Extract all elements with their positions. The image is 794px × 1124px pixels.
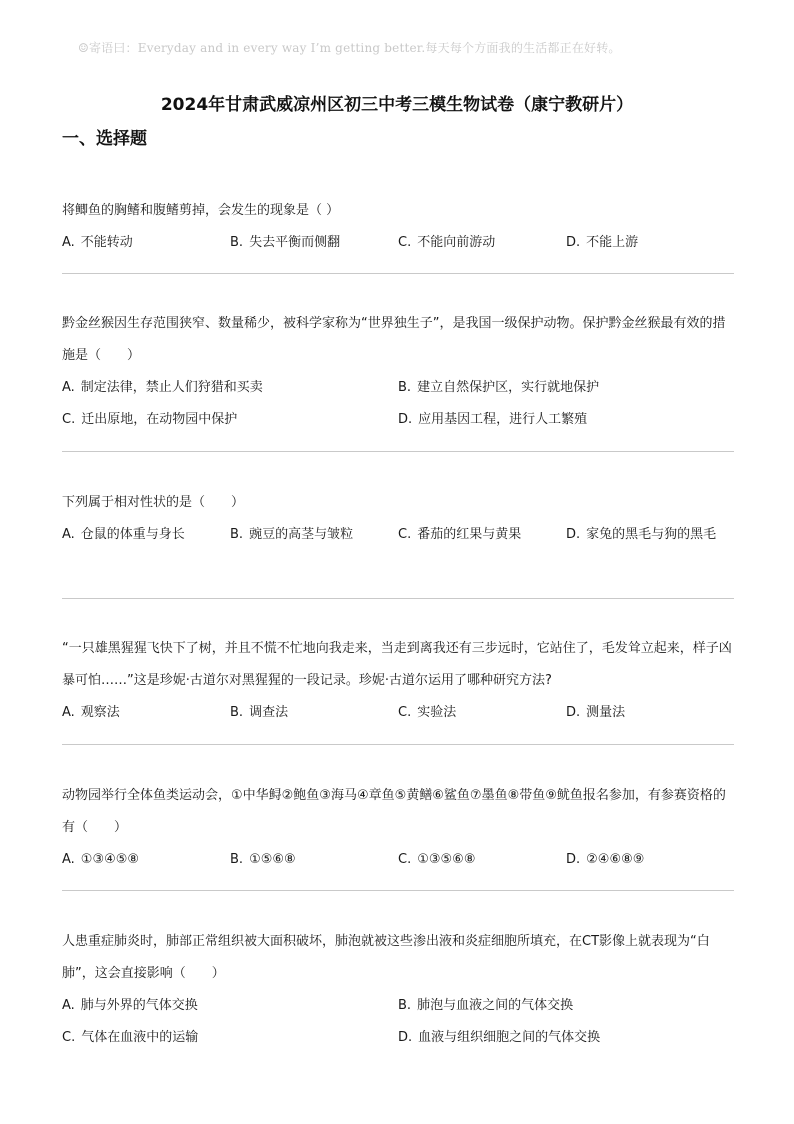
option-label: A. [62,705,75,720]
option-a[interactable] [62,990,398,1022]
option-label: D. [566,235,581,250]
option-text: 肺与外界的气体交换 [80,998,198,1013]
option-label: B. [230,705,244,720]
question-divider [62,273,734,274]
option-text: 不能转动 [80,235,133,250]
option-label: A. [62,998,75,1013]
option-list [62,372,734,436]
option-b[interactable] [230,519,398,551]
option-label: C. [398,527,412,542]
option-text: 不能向前游动 [417,235,496,250]
question-divider [62,598,734,599]
option-b[interactable] [230,844,398,876]
option-label: D. [398,412,413,427]
question-3 [62,487,734,551]
question-stem: 黔金丝猴因生存范围狭窄、数量稀少，被科学家称为“世界独生子”，是我国一级保护动物。保护黔金丝猴最有效的措施是（ ） [62,316,726,363]
option-list [62,227,734,259]
option-label: B. [230,235,244,250]
option-text: 应用基因工程，进行人工繁殖 [418,412,588,427]
option-a[interactable] [62,372,398,404]
option-text: 肺泡与血液之间的气体交换 [417,998,574,1013]
option-text: 失去平衡而侧翻 [249,235,341,250]
option-b[interactable] [398,990,734,1022]
option-c[interactable] [62,404,398,436]
question-divider [62,744,734,745]
option-label: D. [566,852,581,867]
option-text: 观察法 [80,705,120,720]
option-label: A. [62,380,75,395]
option-text: 家兔的黑毛与狗的黑毛 [586,527,717,542]
option-b[interactable] [230,697,398,729]
option-text: 仓鼠的体重与身长 [80,527,185,542]
question-stem: 下列属于相对性状的是（ ） [62,495,245,510]
option-text: 血液与组织细胞之间的气体交换 [418,1030,601,1045]
question-1 [62,195,734,259]
option-label: D. [566,527,581,542]
option-label: A. [62,235,75,250]
option-text: 调查法 [249,705,289,720]
option-label: C. [398,852,412,867]
option-text: ①③⑤⑥⑧ [417,852,476,867]
option-a[interactable] [62,227,230,259]
option-label: C. [62,1030,76,1045]
option-text: ①⑤⑥⑧ [249,852,296,867]
option-text: 气体在血液中的运输 [81,1030,199,1045]
question-5 [62,780,734,876]
question-stem: 动物园举行全体鱼类运动会，①中华鲟②鲍鱼③海马④章鱼⑤黄鳝⑥鲨鱼⑦墨鱼⑧带鱼⑨鱿鱼报名参加，有参赛资格的有（ ） [62,788,726,835]
option-c[interactable] [398,227,566,259]
option-list [62,519,734,551]
option-list [62,844,734,876]
option-label: B. [398,380,412,395]
option-d[interactable] [398,404,734,436]
option-a[interactable] [62,519,230,551]
option-label: C. [62,412,76,427]
header-motto: ☺寄语曰：Everyday and in every way I’m getting better.每天每个方面我的生活都正在好转。 [78,41,621,55]
option-text: ②④⑥⑧⑨ [586,852,645,867]
option-text: 建立自然保护区，实行就地保护 [417,380,600,395]
option-text: 番茄的红果与黄果 [417,527,522,542]
option-d[interactable] [566,697,734,729]
question-divider [62,890,734,891]
option-c[interactable] [62,1022,398,1054]
option-d[interactable] [566,519,734,551]
option-label: A. [62,527,75,542]
question-2 [62,308,734,436]
question-stem: 人患重症肺炎时，肺部正常组织被大面积破坏，肺泡就被这些渗出液和炎症细胞所填充，在CT影像上就表现为“白肺”，这会直接影响（ ） [62,934,710,981]
question-stem: “一只雄黑猩猩飞快下了树，并且不慌不忙地向我走来，当走到离我还有三步远时，它站住了，毛发耸立起来，样子凶暴可怕……”这是珍妮·古道尔对黑猩猩的一段记录。珍妮·古道尔运用了哪种研究方法? [62,641,732,688]
option-label: B. [230,852,244,867]
option-text: 迁出原地，在动物园中保护 [81,412,238,427]
option-b[interactable] [230,227,398,259]
option-text: ①③④⑤⑧ [80,852,140,867]
option-label: A. [62,852,75,867]
option-d[interactable] [566,227,734,259]
option-c[interactable] [398,697,566,729]
option-label: B. [230,527,244,542]
option-text: 制定法律，禁止人们狩猎和买卖 [80,380,263,395]
option-text: 实验法 [417,705,457,720]
option-text: 不能上游 [586,235,639,250]
option-a[interactable] [62,697,230,729]
question-4 [62,633,734,729]
option-label: D. [566,705,581,720]
option-list [62,697,734,729]
option-label: C. [398,235,412,250]
option-b[interactable] [398,372,734,404]
section-heading: 一、选择题 [62,129,147,149]
option-d[interactable] [398,1022,734,1054]
option-label: D. [398,1030,413,1045]
option-list [62,990,734,1054]
page-title: 2024年甘肃武威凉州区初三中考三模生物试卷（康宁教研片） [160,95,634,115]
question-6 [62,926,734,1054]
option-c[interactable] [398,844,566,876]
option-c[interactable] [398,519,566,551]
question-divider [62,451,734,452]
option-text: 豌豆的高茎与皱粒 [249,527,354,542]
option-a[interactable] [62,844,230,876]
option-text: 测量法 [586,705,626,720]
option-label: B. [398,998,412,1013]
option-label: C. [398,705,412,720]
question-stem: 将鲫鱼的胸鳍和腹鳍剪掉，会发生的现象是（ ） [62,203,340,218]
option-d[interactable] [566,844,734,876]
